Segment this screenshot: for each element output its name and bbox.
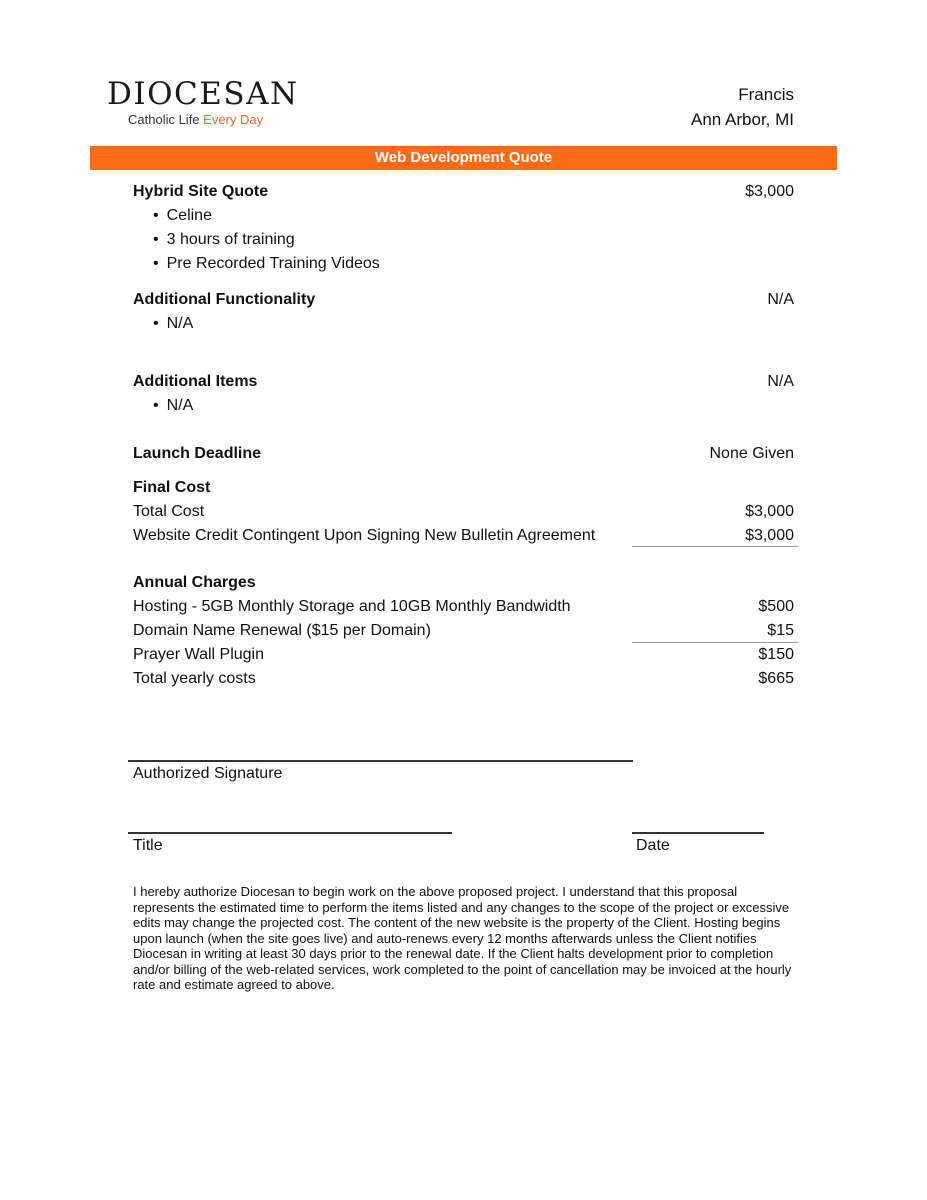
functionality-section-header bbox=[133, 291, 794, 309]
subtotal-divider bbox=[632, 546, 798, 547]
client-name: Francis bbox=[738, 85, 794, 104]
charge-total-row bbox=[133, 670, 794, 688]
date-line[interactable] bbox=[632, 832, 764, 834]
charge-label: Total yearly costs bbox=[133, 670, 256, 687]
section-price: $3,000 bbox=[745, 183, 794, 200]
section-title: Launch Deadline bbox=[133, 445, 262, 462]
charge-row bbox=[133, 622, 794, 640]
cost-value: $3,000 bbox=[745, 527, 794, 544]
charge-value: $500 bbox=[758, 598, 794, 615]
list-item: • Pre Recorded Training Videos bbox=[153, 255, 380, 273]
charge-row bbox=[133, 646, 794, 664]
charge-value: $150 bbox=[758, 646, 794, 663]
signature-line[interactable] bbox=[128, 760, 633, 762]
cost-label: Total Cost bbox=[133, 503, 205, 520]
list-item: • Celine bbox=[153, 207, 212, 225]
title-label: Title bbox=[133, 837, 163, 854]
terms-paragraph: I hereby authorize Diocesan to begin work on the above proposed project. I understand that this proposal represents the estimated time to perform the items listed and any changes to the scope of the project or excessive edits may change the projected cost. The content of the new website is the property of the Client. Hosting begins upon launch (when the site goes live) and auto-renews every 12 months afterwards unless the Client notifies Diocesan in writing at least 30 days prior to the renewal date. If the Client halts development prior to completion and/or billing of the web-related services, work completed to the point of cancellation may be invoiced at the hourly rate and estimate agreed to above. bbox=[133, 884, 792, 992]
launch-value: None Given bbox=[709, 445, 794, 462]
section-title: Additional Functionality bbox=[133, 291, 316, 308]
annual-divider bbox=[632, 642, 798, 643]
section-title: Additional Items bbox=[133, 373, 258, 390]
hybrid-section-header bbox=[133, 183, 794, 201]
list-item: • N/A bbox=[153, 397, 193, 415]
charge-value: $15 bbox=[767, 622, 794, 639]
section-title: Hybrid Site Quote bbox=[133, 183, 269, 200]
cost-label: Website Credit Contingent Upon Signing New Bulletin Agreement bbox=[133, 527, 596, 544]
cost-value: $3,000 bbox=[745, 503, 794, 520]
list-item: • N/A bbox=[153, 315, 193, 333]
client-location: Ann Arbor, MI bbox=[691, 110, 794, 129]
annual-charges-header bbox=[133, 574, 794, 592]
charge-label: Domain Name Renewal ($15 per Domain) bbox=[133, 622, 431, 639]
date-label: Date bbox=[636, 837, 670, 854]
list-item: • 3 hours of training bbox=[153, 231, 295, 249]
charge-row bbox=[133, 598, 794, 616]
quote-banner: Web Development Quote bbox=[90, 146, 837, 170]
tagline-part-1: Catholic Life bbox=[128, 112, 200, 127]
section-price: N/A bbox=[767, 373, 794, 390]
authorized-signature-label: Authorized Signature bbox=[133, 765, 283, 782]
section-title: Final Cost bbox=[133, 479, 211, 496]
logo: DIOCESAN bbox=[107, 76, 299, 112]
title-line[interactable] bbox=[128, 832, 452, 834]
launch-deadline-row bbox=[133, 445, 794, 463]
section-title: Annual Charges bbox=[133, 574, 256, 591]
logo-tagline bbox=[128, 112, 263, 127]
section-price: N/A bbox=[767, 291, 794, 308]
tagline-part-2: Every Day bbox=[203, 112, 264, 127]
final-cost-header bbox=[133, 479, 794, 497]
charge-label: Hosting - 5GB Monthly Storage and 10GB Monthly Bandwidth bbox=[133, 598, 571, 615]
charge-value: $665 bbox=[758, 670, 794, 687]
cost-row bbox=[133, 527, 794, 545]
additional-items-section-header bbox=[133, 373, 794, 391]
charge-label: Prayer Wall Plugin bbox=[133, 646, 265, 663]
cost-row bbox=[133, 503, 794, 521]
